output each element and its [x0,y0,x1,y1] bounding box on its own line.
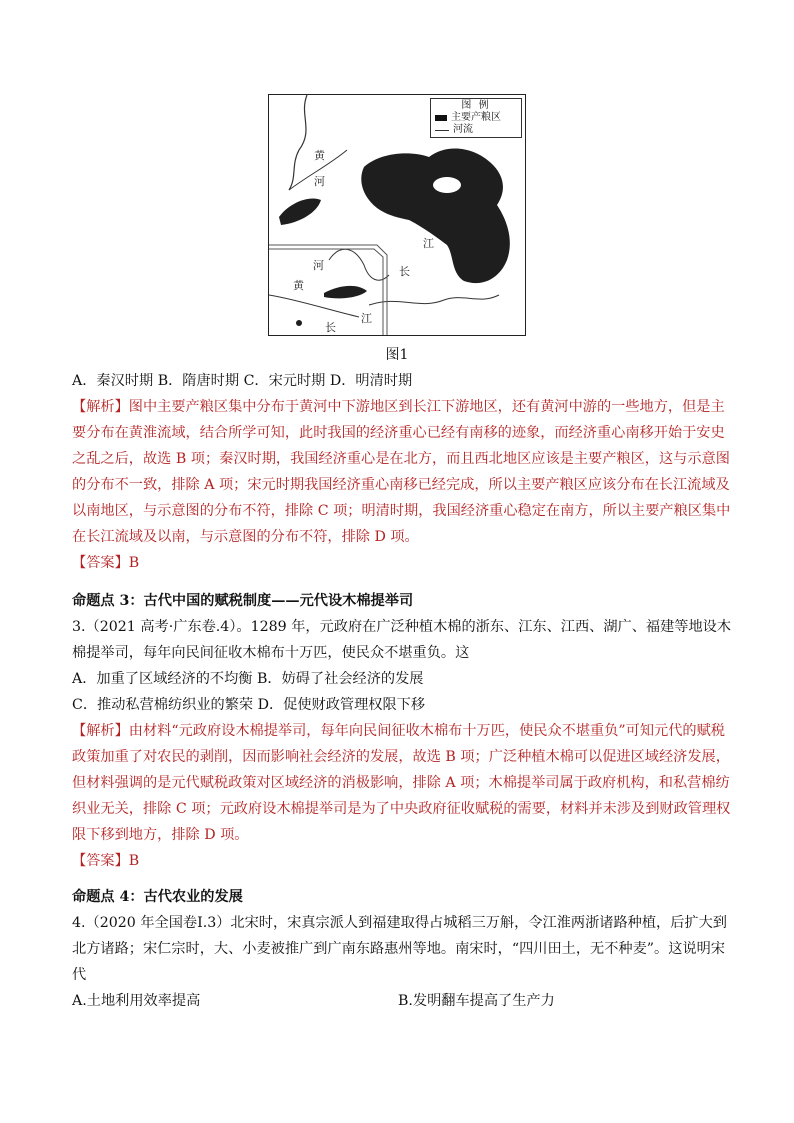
q3-answer: 【答案】B [72,853,140,869]
legend-river-label: 河流 [453,124,473,135]
legend-row-grain [435,112,517,124]
map-legend [430,98,522,138]
q4-options [72,988,732,1014]
q2-analysis-text: 图中主要产粮区集中分布于黄河中下游地区到长江下游地区，还有黄河中游的一些地方，但是主要分布在黄淮流域，结合所学可知，此时我国的经济重心已经有南移的迹象，而经济重心南移开始于安史之乱之后，故选 B 项；秦汉时期，我国经济重心是在北方，而且西北地区应该是主要产粮区，这与示意图的分布不一致，排除 A 项；宋元时期我国经济重心南移已经完成，所以主要产粮区应该分布在长江流域及以南地区，与示意图的分布不符，排除 C 项；明清时期，我国经济重心稳定在南方，所以主要产粮区集中在长江流域及以南，与示意图的分布不符，排除 D 项。 [72,399,731,545]
map-label-chang-inset: 长 [325,321,336,334]
map-label-huang: 黄 [314,149,325,162]
map-label-chang: 长 [399,265,410,278]
yellow-river-upper [289,95,307,190]
point3-heading: 命题点 3：古代中国的赋税制度——元代设木棉提举司 [72,593,414,609]
q3-options-cd: C．推动私营棉纺织业的繁荣 D．促使财政管理权限下移 [72,697,426,713]
q3-analysis-tag: 【解析】 [72,723,129,739]
yangtze-upper [269,295,359,317]
q3-analysis [72,718,732,848]
q2-analysis-tag: 【解析】 [72,399,129,415]
river-line-icon [435,130,449,131]
map-figure [268,94,526,336]
figure-caption: 图1 [385,347,409,363]
map-label-jiang-inset: 江 [361,312,372,325]
legend-row-river [435,124,517,136]
q3-analysis-text: 由材料“元政府设木棉提举司，每年向民间征收木棉布十万匹，使民众不堪重负”可知元代的赋税政策加重了对农民的剥削，因而影响社会经济的发展，故选 B 项；广泛种植木棉可以促进区域经济发展，但材料强调的是元代赋税政策对区域经济的消极影响，排除 A 项；木棉提举司属于政府机构，和私营棉纺织业无关，排除 C 项；元政府设木棉提举司是为了中央政府征收赋税的需要，材料并未涉及到财政管理权限下移到地方，排除 D 项。 [72,723,731,843]
lake [433,177,461,193]
map-label-huang-inset: 黄 [293,279,304,292]
q4-option-b: B.发明翻车提高了生产力 [398,993,555,1009]
q4-option-a: A.土地利用效率提高 [72,993,201,1009]
map-label-he: 河 [314,175,325,188]
yangtze-river [369,295,499,305]
legend-grain-label: 主要产粮区 [451,112,501,123]
q3-question: 3.（2021 高考·广东卷.4）。1289 年，元政府在广泛种植木棉的浙东、江东、江西、湖广、福建等地设木棉提举司，每年向民间征收木棉布十万匹，使民众不堪重负。这 [72,619,732,661]
point3-block [72,588,732,874]
q2-analysis [72,394,732,550]
q2-block [72,368,732,576]
point4-block [72,884,732,1014]
grain-region-main [361,148,510,283]
point4-heading: 命题点 4：古代农业的发展 [72,889,243,905]
q2-answer: 【答案】B [72,555,140,571]
grain-region-west [279,199,321,225]
grain-region-inset [324,286,367,298]
map-label-he-inset: 河 [313,259,324,272]
q3-options-ab: A．加重了区域经济的不均衡 B．妨碍了社会经济的发展 [72,671,424,687]
grain-spot [296,320,302,326]
q2-options: A．秦汉时期 B．隋唐时期 C．宋元时期 D．明清时期 [72,373,413,389]
legend-title: 图 例 [461,100,491,111]
map-label-jiang: 江 [423,237,434,250]
grain-swatch-icon [435,115,447,121]
q4-question: 4.（2020 年全国卷Ⅰ.3）北宋时，宋真宗派人到福建取得占城稻三万斛，令江淮两浙诸路种植，后扩大到北方诸路；宋仁宗时，大、小麦被推广到广南东路惠州等地。南宋时，“四川田土，无不种麦”。这说明宋代 [72,915,727,983]
